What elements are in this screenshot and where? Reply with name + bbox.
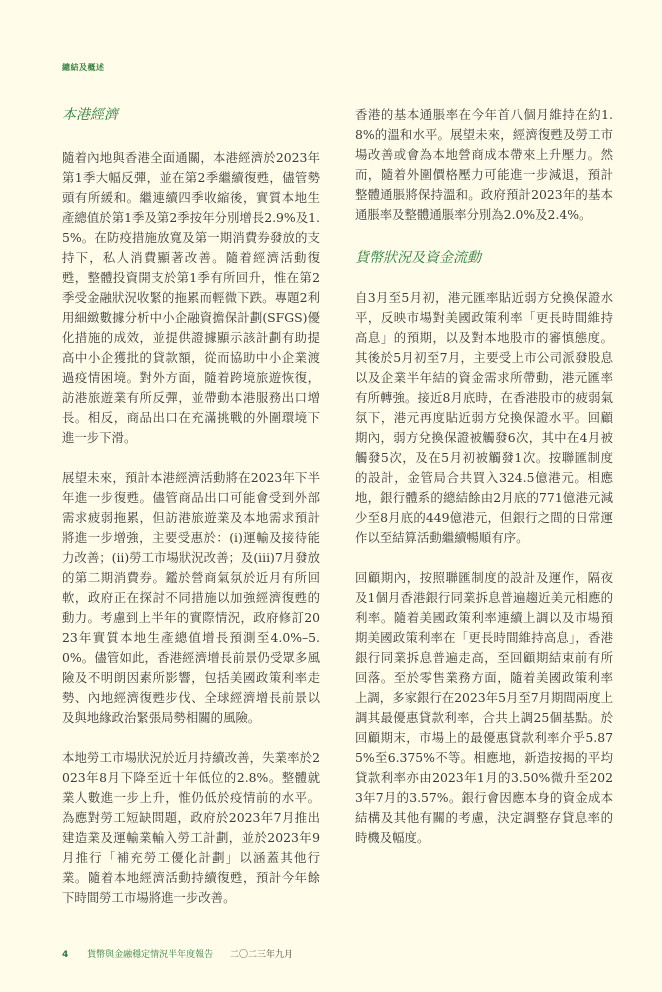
paragraph: 回顧期內，按照聯匯制度的設計及運作，隔夜及1個月香港銀行同業拆息普遍趨近美元相應的利率。隨着美國政策利率連續上調以及市場預期美國政策利率在「更長時間維持高息」，香港銀行同業拆息普遍走高，至回顧期結束前有所回落。至於零售業務方面，隨着美國政策利率上調，多家銀行在2023年5月至7月期間兩度上調其最優惠貸款利率，合共上調25個基點。於回顧期末，市場上的最優惠貸款利率介乎5.875%至6.375%不等。相應地，新造按揭的平均貸款利率亦由2023年1月的3.50%微升至2023年7月的3.57%。銀行會因應本身的資金成本結構及其他有關的考慮，決定調整存貸息率的時機及幅度。 bbox=[355, 570, 613, 845]
left-column bbox=[62, 105, 320, 928]
paragraph: 本地勞工市場狀況於近月持續改善，失業率於2023年8月下降至近十年低位的2.8%。整體就業人數進一步上升，惟仍低於疫情前的水平。為應對勞工短缺問題，政府於2023年7月推出建造業及運輸業輸入勞工計劃，並於2023年9月推行「補充勞工優化計劃」以涵蓋其他行業。隨着本地經濟活動持續復甦，預計今年餘下時間勞工市場將進一步改善。 bbox=[62, 750, 320, 905]
section-heading-monetary-conditions: 貨幣狀況及資金流動 bbox=[355, 250, 481, 266]
spacer bbox=[62, 928, 620, 948]
publication-title: 貨幣與金融穩定情況半年度報告 bbox=[87, 950, 214, 960]
running-head: 總結及概述 bbox=[62, 63, 105, 72]
columns bbox=[62, 105, 620, 928]
page-footer bbox=[62, 948, 620, 962]
publication-date: 二〇二三年九月 bbox=[230, 950, 294, 960]
paragraph: 隨着內地與香港全面通關，本港經濟於2023年第1季大幅反彈，並在第2季繼續復甦，儘管勢頭有所緩和。繼連續四季收縮後，實質本地生產總值於第1季及第2季按年分別增長2.9%及1.5%。在防疫措施放寬及第一期消費券發放的支持下，私人消費顯著改善。隨着經濟活動復甦，整體投資開支於第1季有所回升，惟在第2季受金融狀況收緊的拖累而輕微下跌。專題2利用細緻數據分析中小企融資擔保計劃(SFGS)優化措施的成效，並提供證據顯示該計劃有助提高中小企獲批的貸款額，從而協助中小企業渡過疫情困境。對外方面，隨着跨境旅遊恢復，訪港旅遊業有所反彈，並帶動本港服務出口增長。相反，商品出口在充滿挑戰的外圍環境下進一步下滑。 bbox=[62, 150, 320, 445]
paragraph: 展望未來，預計本港經濟活動將在2023年下半年進一步復甦。儘管商品出口可能會受到外部需求疲弱拖累，但訪港旅遊業及本地需求預計將進一步增強，主要受惠於：(i)運輸及接待能力改善；(ii)勞工市場狀況改善；及(iii)7月發放的第二期消費券。鑑於營商氣氛於近月有所回軟，政府正在探討不同措施以加強經濟復甦的動力。考慮到上半年的實際情況，政府修訂2023年實質本地生產總值增長預測至4.0%–5.0%。儘管如此，香港經濟增長前景仍受眾多風險及不明朗因素所影響，包括美國政策利率走勢、內地經濟復甦步伐、全球經濟增長前景以及與地緣政治緊張局勢相關的風險。 bbox=[62, 470, 320, 725]
section-heading-hk-economy: 本港經濟 bbox=[62, 107, 118, 123]
paragraph: 自3月至5月初，港元匯率貼近弱方兌換保證水平，反映市場對美國政策利率「更長時間維持高息」的預期，以及對本地股市的審慎態度。其後於5月初至7月，主要受上市公司派發股息以及企業半年結的資金需求所帶動，港元匯率有所轉強。接近8月底時，在香港股市的疲弱氣氛下，港元再度貼近弱方兌換保證水平。回顧期內，弱方兌換保證被觸發6次，其中在4月被觸發5次，及在5月初被觸發1次。按聯匯制度的設計，金管局合共買入324.5億港元。相應地，銀行體系的總結餘由2月底的771億港元減少至8月底的449億港元，但銀行之間的日常運作以至結算活動繼續暢順有序。 bbox=[355, 290, 613, 545]
right-column bbox=[355, 105, 613, 868]
paragraph: 香港的基本通脹率在今年首八個月維持在約1.8%的溫和水平。展望未來，經濟復甦及勞工市場改善或會為本地營商成本帶來上升壓力。然而，隨着外圍價格壓力可能進一步減退，預計整體通脹將保持溫和。政府預計2023年的基本通脹率及整體通脹率分別為2.0%及2.4%。 bbox=[355, 107, 613, 222]
page-number: 4 bbox=[62, 950, 69, 960]
